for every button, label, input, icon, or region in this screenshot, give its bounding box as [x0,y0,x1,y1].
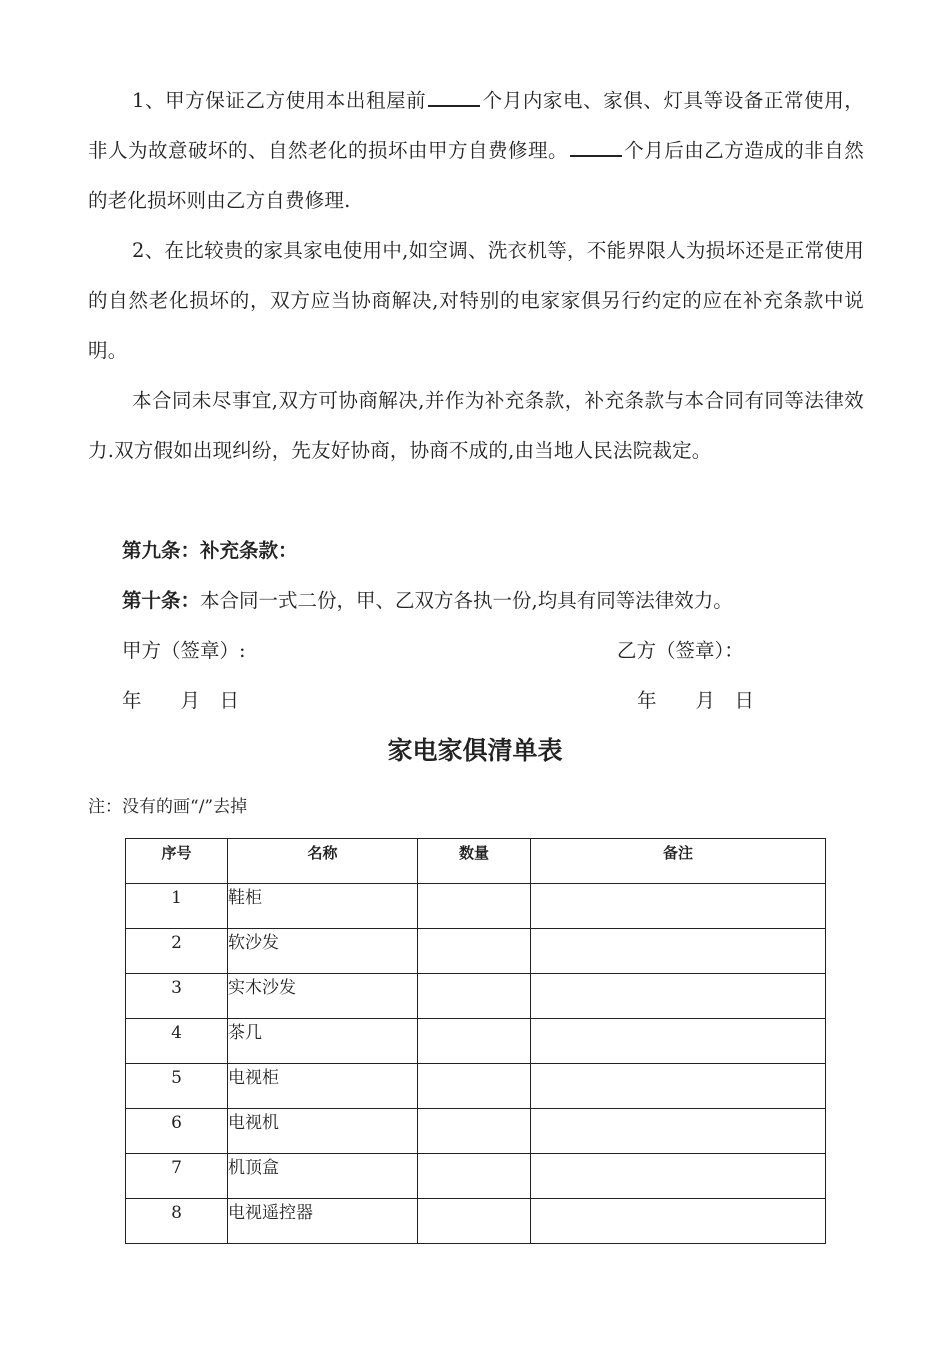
clause-1-text-a: 1、甲方保证乙方使用本出租屋前 [132,89,427,112]
row-no: 7 [126,1154,228,1199]
article-10 [122,576,733,626]
row-name: 实木沙发 [228,974,418,1019]
row-no: 5 [126,1064,228,1109]
blank-months-field-2[interactable] [570,135,622,157]
header-name: 名称 [228,839,418,884]
header-qty: 数量 [418,839,531,884]
row-remark-cell[interactable] [531,1199,826,1244]
row-qty-cell[interactable] [418,1064,531,1109]
row-no: 8 [126,1199,228,1244]
header-remark: 备注 [531,839,826,884]
row-remark-cell[interactable] [531,1019,826,1064]
row-remark-cell[interactable] [531,929,826,974]
inventory-table [125,838,826,1244]
row-qty-cell[interactable] [418,1199,531,1244]
row-qty-cell[interactable] [418,1019,531,1064]
row-no: 2 [126,929,228,974]
article-10-title: 第十条： [122,589,201,612]
row-name: 电视柜 [228,1064,418,1109]
table-row [126,1109,826,1154]
row-qty-cell[interactable] [418,1109,531,1154]
row-name: 鞋柜 [228,884,418,929]
row-remark-cell[interactable] [531,1064,826,1109]
inventory-note: 注：没有的画“/”去掉 [88,797,248,817]
blank-months-field-1[interactable] [428,85,480,107]
row-qty-cell[interactable] [418,929,531,974]
clause-1-text-b: 个月内家电、家俱、灯具等设备正常使用，非人为故意破坏的、自然老化的损坏由甲方自费修理。 [88,89,864,162]
clause-paragraph-2: 2、在比较贵的家具家电使用中,如空调、洗衣机等，不能界限人为损坏还是正常使用的自然老化损坏的，双方应当协商解决,对特别的电家家俱另行约定的应在补充条款中说明。 [88,239,864,362]
table-row [126,884,826,929]
table-row [126,1199,826,1244]
row-no: 3 [126,974,228,1019]
clause-paragraph-1 [88,76,864,226]
row-qty-cell[interactable] [418,974,531,1019]
party-a-date: 年 月 日 [122,689,240,712]
table-header-row [126,839,826,884]
clause-paragraph-3: 本合同未尽事宜,双方可协商解决,并作为补充条款，补充条款与本合同有同等法律效力.双方假如出现纠纷，先友好协商，协商不成的,由当地人民法院裁定。 [88,389,864,462]
party-b-date: 年 月 日 [637,689,755,712]
row-name: 茶几 [228,1019,418,1064]
row-name: 机顶盒 [228,1154,418,1199]
row-no: 6 [126,1109,228,1154]
party-b-signature-label: 乙方（签章）： [617,639,744,662]
row-name: 电视遥控器 [228,1199,418,1244]
header-no: 序号 [126,839,228,884]
row-no: 4 [126,1019,228,1064]
row-remark-cell[interactable] [531,1109,826,1154]
row-name: 软沙发 [228,929,418,974]
clause-1-text-c: 个月后由乙方造成的非自然的老化损坏则由乙方自费修理. [88,139,864,212]
article-9-title: 第九条：补充条款： [122,539,298,562]
table-row [126,929,826,974]
table-row [126,1064,826,1109]
table-row [126,1019,826,1064]
party-a-signature-label: 甲方（签章）: [122,639,246,662]
table-row [126,1154,826,1199]
row-remark-cell[interactable] [531,884,826,929]
row-no: 1 [126,884,228,929]
inventory-title: 家电家俱清单表 [387,736,563,765]
row-qty-cell[interactable] [418,1154,531,1199]
row-name: 电视机 [228,1109,418,1154]
table-row [126,974,826,1019]
article-10-text: 本合同一式二份，甲、乙双方各执一份,均具有同等法律效力。 [200,589,733,612]
row-qty-cell[interactable] [418,884,531,929]
row-remark-cell[interactable] [531,1154,826,1199]
row-remark-cell[interactable] [531,974,826,1019]
